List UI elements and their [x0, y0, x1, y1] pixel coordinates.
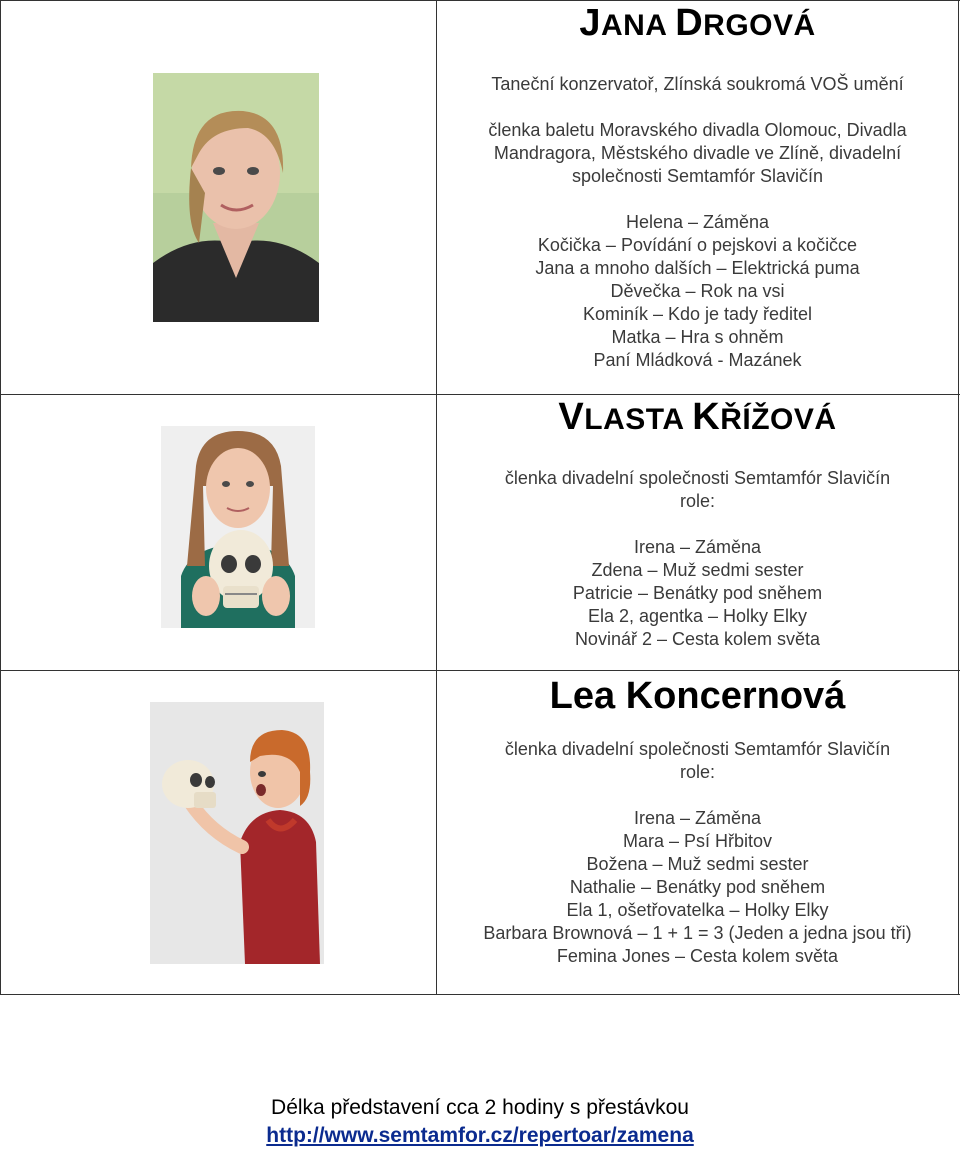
actor-name	[437, 396, 958, 438]
membership: členka divadelní společnosti Semtamfór Slavičín	[504, 739, 891, 759]
portrait-vlasta-krizova	[161, 426, 315, 633]
role-item: Patricie – Benátky pod sněhem	[572, 583, 823, 603]
role-item: Matka – Hra s ohněm	[611, 327, 784, 347]
school: Taneční konzervatoř, Zlínská soukromá VOŠ umění	[491, 74, 904, 94]
role-item: Kominík – Kdo je tady ředitel	[582, 304, 813, 324]
name-rest: ŘÍŽOVÁ	[720, 403, 837, 436]
role-item: Helena – Záměna	[625, 212, 770, 232]
membership-line: společnosti Semtamfór Slavičín	[571, 166, 824, 186]
portrait-jana-drgova	[153, 73, 319, 327]
actor-info-vlasta-krizova	[437, 396, 958, 651]
table-border-right	[958, 0, 959, 995]
actor-name: Lea Koncernová	[549, 675, 846, 717]
role-label: role:	[679, 491, 715, 511]
name-initial: V	[558, 396, 585, 438]
role-label: role:	[679, 762, 715, 782]
name-rest: LASTA	[584, 403, 684, 436]
portrait-lea-koncernova	[150, 702, 324, 969]
role-item: Jana a mnoho dalších – Elektrická puma	[535, 258, 860, 278]
role-item: Ela 1, ošetřovatelka – Holky Elky	[566, 900, 829, 920]
role-item: Irena – Záměna	[633, 808, 762, 828]
membership: členka divadelní společnosti Semtamfór Slavičín	[504, 468, 891, 488]
role-item: Božena – Muž sedmi sester	[586, 854, 809, 874]
role-item: Paní Mládková - Mazánek	[593, 350, 802, 370]
name-initial: K	[692, 396, 721, 438]
table-border-left	[0, 0, 1, 995]
footer	[0, 1094, 960, 1150]
actor-info-jana-drgova	[437, 2, 958, 372]
role-item: Femina Jones – Cesta kolem světa	[556, 946, 839, 966]
membership-line: Mandragora, Městského divadle ve Zlíně, divadelní	[493, 143, 902, 163]
role-item: Kočička – Povídání o pejskovi a kočičce	[537, 235, 858, 255]
repertoire-link[interactable]: http://www.semtamfor.cz/repertoar/zamena	[266, 1124, 694, 1147]
actor-name	[437, 2, 958, 44]
row-divider	[0, 394, 960, 395]
row-divider	[0, 670, 960, 671]
name-rest: ANA	[600, 9, 667, 42]
role-item: Irena – Záměna	[633, 537, 762, 557]
membership-line: členka baletu Moravského divadla Olomouc, Divadla	[488, 120, 907, 140]
name-rest: RGOVÁ	[703, 9, 816, 42]
role-item: Barbara Brownová – 1 + 1 = 3 (Jeden a jedna jsou tři)	[483, 923, 912, 943]
role-item: Nathalie – Benátky pod sněhem	[569, 877, 826, 897]
actor-info-lea-koncernova	[437, 674, 958, 968]
table-border-bottom	[0, 994, 960, 995]
role-item: Děvečka – Rok na vsi	[610, 281, 785, 301]
performance-duration: Délka představení cca 2 hodiny s přestávkou	[271, 1096, 689, 1119]
name-initial: J	[579, 2, 601, 44]
table-border-top	[0, 0, 960, 1]
role-item: Mara – Psí Hřbitov	[622, 831, 773, 851]
role-item: Novinář 2 – Cesta kolem světa	[574, 629, 821, 649]
name-initial: D	[675, 2, 704, 44]
role-item: Zdena – Muž sedmi sester	[591, 560, 804, 580]
role-item: Ela 2, agentka – Holky Elky	[587, 606, 808, 626]
